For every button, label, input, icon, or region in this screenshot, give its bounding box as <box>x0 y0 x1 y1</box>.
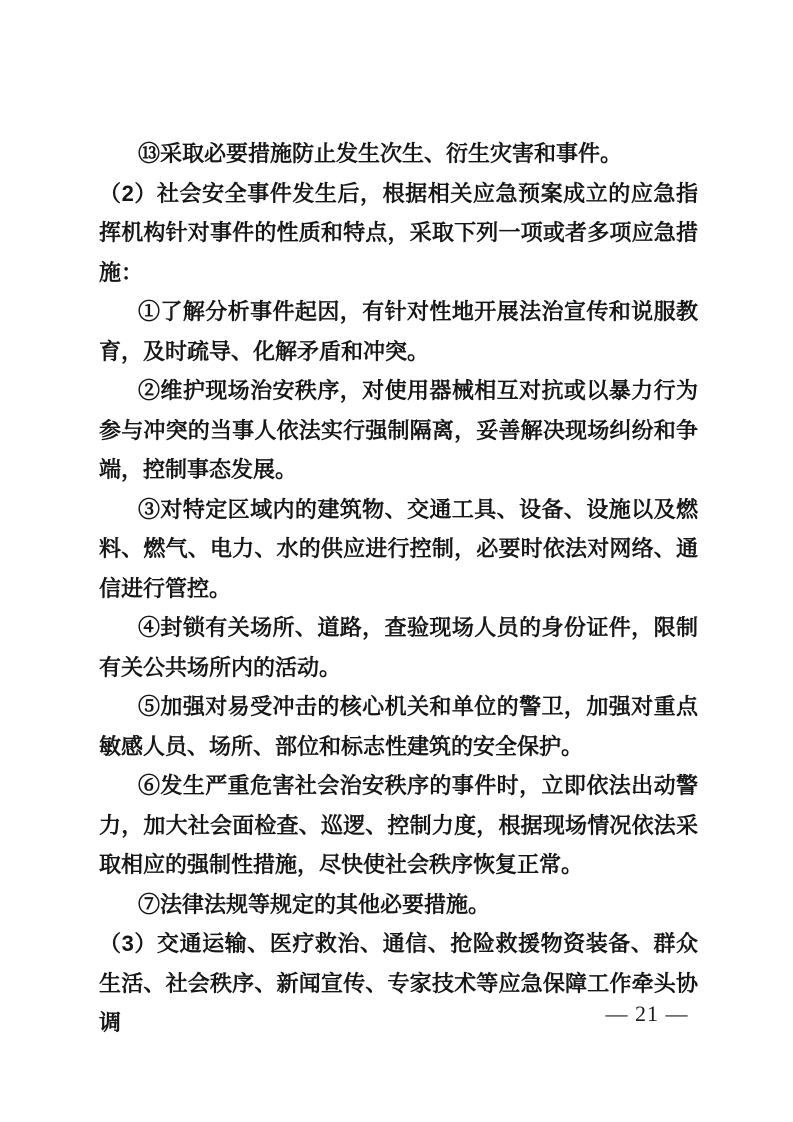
paragraph: ③对特定区域内的建筑物、交通工具、设备、设施以及燃料、燃气、电力、水的供应进行控制，必要时依法对网络、通信进行管控。 <box>99 496 698 601</box>
paragraph: ④封锁有关场所、道路，查验现场人员的身份证件，限制有关公共场所内的活动。 <box>99 615 698 680</box>
page-number: — 21 — <box>605 1001 689 1026</box>
paragraph: ⑦法律法规等规定的其他必要措施。 <box>138 891 491 917</box>
paragraph: （2）社会安全事件发生后，根据相关应急预案成立的应急指挥机构针对事件的性质和特点，采取下列一项或者多项应急措施： <box>99 180 698 285</box>
paragraph: ⑥发生严重危害社会治安秩序的事件时，立即依法出动警力，加大社会面检查、巡逻、控制力度，根据现场情况依法采取相应的强制性措施，尽快使社会秩序恢复正常。 <box>99 773 698 877</box>
paragraph: ②维护现场治安秩序，对使用器械相互对抗或以暴力行为参与冲突的当事人依法实行强制隔离，妥善解决现场纠纷和争端，控制事态发展。 <box>99 378 698 482</box>
paragraph: ⑤加强对易受冲击的核心机关和单位的警卫，加强对重点敏感人员、场所、部位和标志性建筑的安全保护。 <box>99 694 698 759</box>
paragraph: ⑬采取必要措施防止发生次生、衍生灾害和事件。 <box>138 141 623 166</box>
body-text <box>99 134 698 1043</box>
paragraph: ①了解分析事件起因，有针对性地开展法治宣传和说服教育，及时疏导、化解矛盾和冲突。 <box>99 299 698 364</box>
paragraph: （3）交通运输、医疗救治、通信、抢险救援物资装备、群众生活、社会秩序、新闻宣传、专家技术等应急保障工作牵头协调 <box>99 931 698 1035</box>
